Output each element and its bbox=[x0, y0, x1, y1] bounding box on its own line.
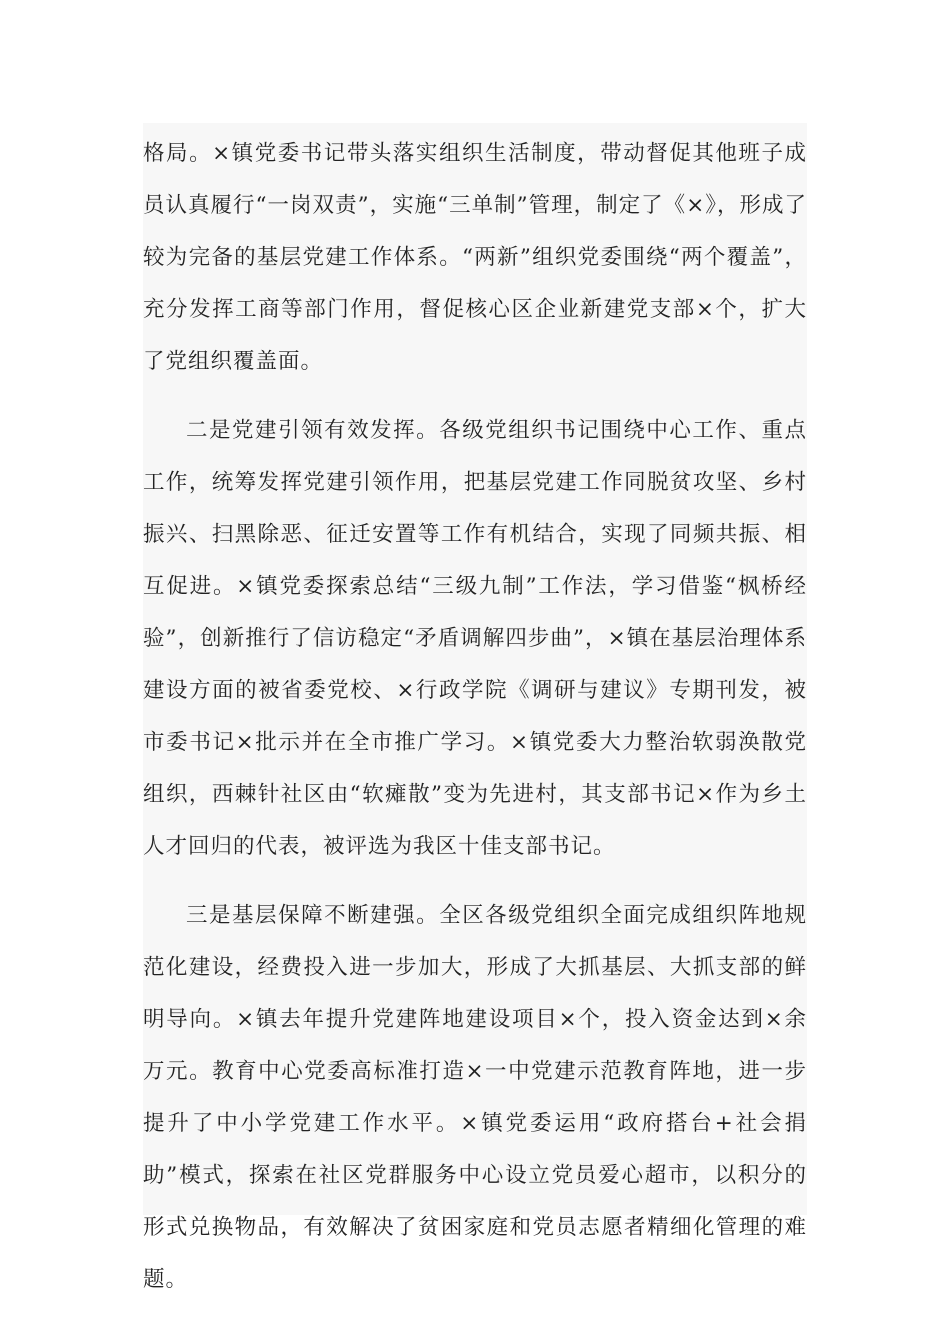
paragraph-party-leadership: 二是党建引领有效发挥。各级党组织书记围绕中心工作、重点工作，统筹发挥党建引领作用，把基层党建工作同脱贫攻坚、乡村振兴、扫黑除恶、征迁安置等工作有机结合，实现了同频共振、相互促进。×镇党委探索总结“三级九制”工作法，学习借鉴“枫桥经验”，创新推行了信访稳定“矛盾调解四步曲”，×镇在基层治理体系建设方面的被省委党校、×行政学院《调研与建议》专期刊发，被市委书记×批示并在全市推广学习。×镇党委大力整治软弱涣散党组织，西棘针社区由“软瘫散”变为先进村，其支部书记×作为乡土人才回归的代表，被评选为我区十佳支部书记。 bbox=[143, 418, 807, 859]
paragraph-grassroots-support: 三是基层保障不断建强。全区各级党组织全面完成组织阵地规范化建设，经费投入进一步加大，形成了大抓基层、大抓支部的鲜明导向。×镇去年提升党建阵地建设项目×个，投入资金达到×余万元。教育中心党委高标准打造×一中党建示范教育阵地，进一步提升了中小学党建工作水平。×镇党委运用“政府搭台+社会捐助”模式，探索在社区党群服务中心设立党员爱心超市，以积分的形式兑换物品，有效解决了贫困家庭和党员志愿者精细化管理的难题。 bbox=[143, 903, 807, 1292]
document-body bbox=[143, 123, 807, 1292]
paragraph-continuation: 格局。×镇党委书记带头落实组织生活制度，带动督促其他班子成员认真履行“一岗双责”，实施“三单制”管理，制定了《×》，形成了较为完备的基层党建工作体系。“两新”组织党委围绕“两个覆盖”，充分发挥工商等部门作用，督促核心区企业新建党支部×个，扩大了党组织覆盖面。 bbox=[143, 141, 807, 374]
